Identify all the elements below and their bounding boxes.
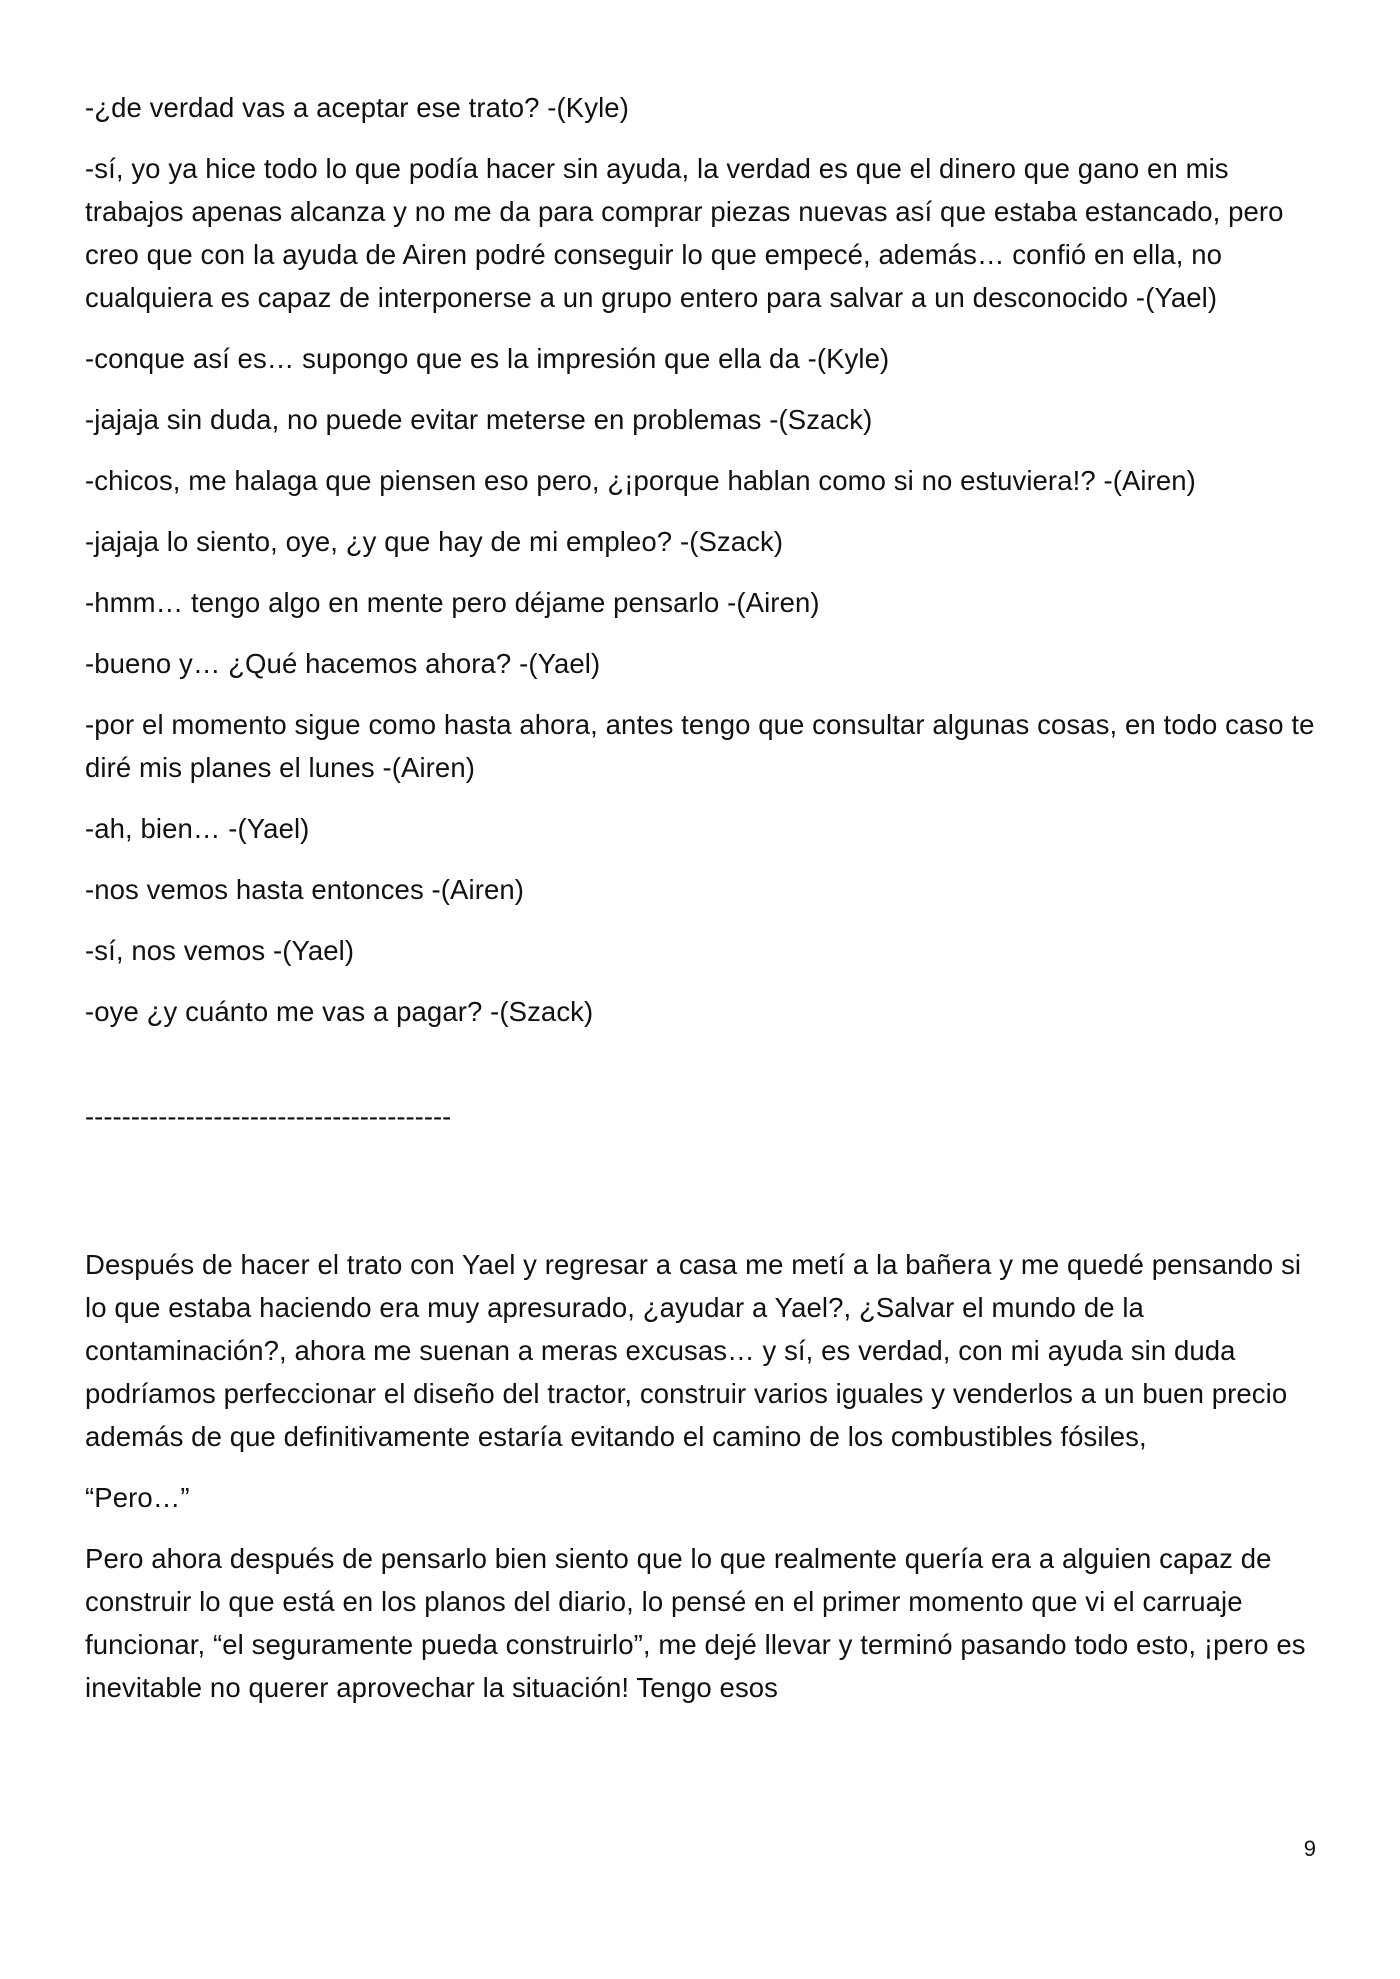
dialogue-line: -nos vemos hasta entonces -(Airen): [85, 874, 525, 905]
dialogue-line: -conque así es… supongo que es la impresión que ella da -(Kyle): [85, 343, 890, 374]
dialogue-line: -ah, bien… -(Yael): [85, 813, 310, 844]
dialogue-line: -jajaja sin duda, no puede evitar meterse en problemas -(Szack): [85, 404, 873, 435]
page-number: 9: [1303, 1836, 1316, 1861]
page-content: [85, 86, 1325, 1727]
dialogue-line: -sí, yo ya hice todo lo que podía hacer sin ayuda, la verdad es que el dinero que gano en mis trabajos apenas alcanza y no me da para comprar piezas nuevas así que estaba estancado, pero creo que con la ayuda de Airen podré conseguir lo que empecé, además… confió en ella, no cualquiera es capaz de interponerse a un grupo entero para salvar a un desconocido -(Yael): [85, 153, 1284, 313]
dialogue-line: -hmm… tengo algo en mente pero déjame pensarlo -(Airen): [85, 587, 820, 618]
narrative-paragraph: Después de hacer el trato con Yael y regresar a casa me metí a la bañera y me quedé pensando si lo que estaba haciendo era muy apresurado, ¿ayudar a Yael?, ¿Salvar el mundo de la contaminación?, ahora me suenan a meras excusas… y sí, es verdad, con mi ayuda sin duda podríamos perfeccionar el diseño del tractor, construir varios iguales y venderlos a un buen precio además de que definitivamente estaría evitando el camino de los combustibles fósiles,: [85, 1249, 1302, 1452]
section-spacer: [85, 1138, 1325, 1243]
dialogue-line: -jajaja lo siento, oye, ¿y que hay de mi empleo? -(Szack): [85, 526, 784, 557]
narrative-paragraph: Pero ahora después de pensarlo bien siento que lo que realmente quería era a alguien capaz de construir lo que está en los planos del diario, lo pensé en el primer momento que vi el carruaje funcionar, “el seguramente pueda construirlo”, me dejé llevar y terminó pasando todo esto, ¡pero es inevitable no querer aprovechar la situación! Tengo esos: [85, 1543, 1306, 1703]
narrative-quote: “Pero…”: [85, 1482, 190, 1513]
dialogue-line: -chicos, me halaga que piensen eso pero, ¿¡porque hablan como si no estuviera!? -(Airen): [85, 465, 1196, 496]
dialogue-line: -por el momento sigue como hasta ahora, antes tengo que consultar algunas cosas, en todo caso te diré mis planes el lunes -(Airen): [85, 709, 1315, 783]
dialogue-line: -bueno y… ¿Qué hacemos ahora? -(Yael): [85, 648, 601, 679]
dialogue-line: -oye ¿y cuánto me vas a pagar? -(Szack): [85, 996, 594, 1027]
dialogue-line: -sí, nos vemos -(Yael): [85, 935, 355, 966]
dialogue-line: -¿de verdad vas a aceptar ese trato? -(Kyle): [85, 92, 629, 123]
section-separator: ----------------------------------------: [85, 1101, 452, 1132]
